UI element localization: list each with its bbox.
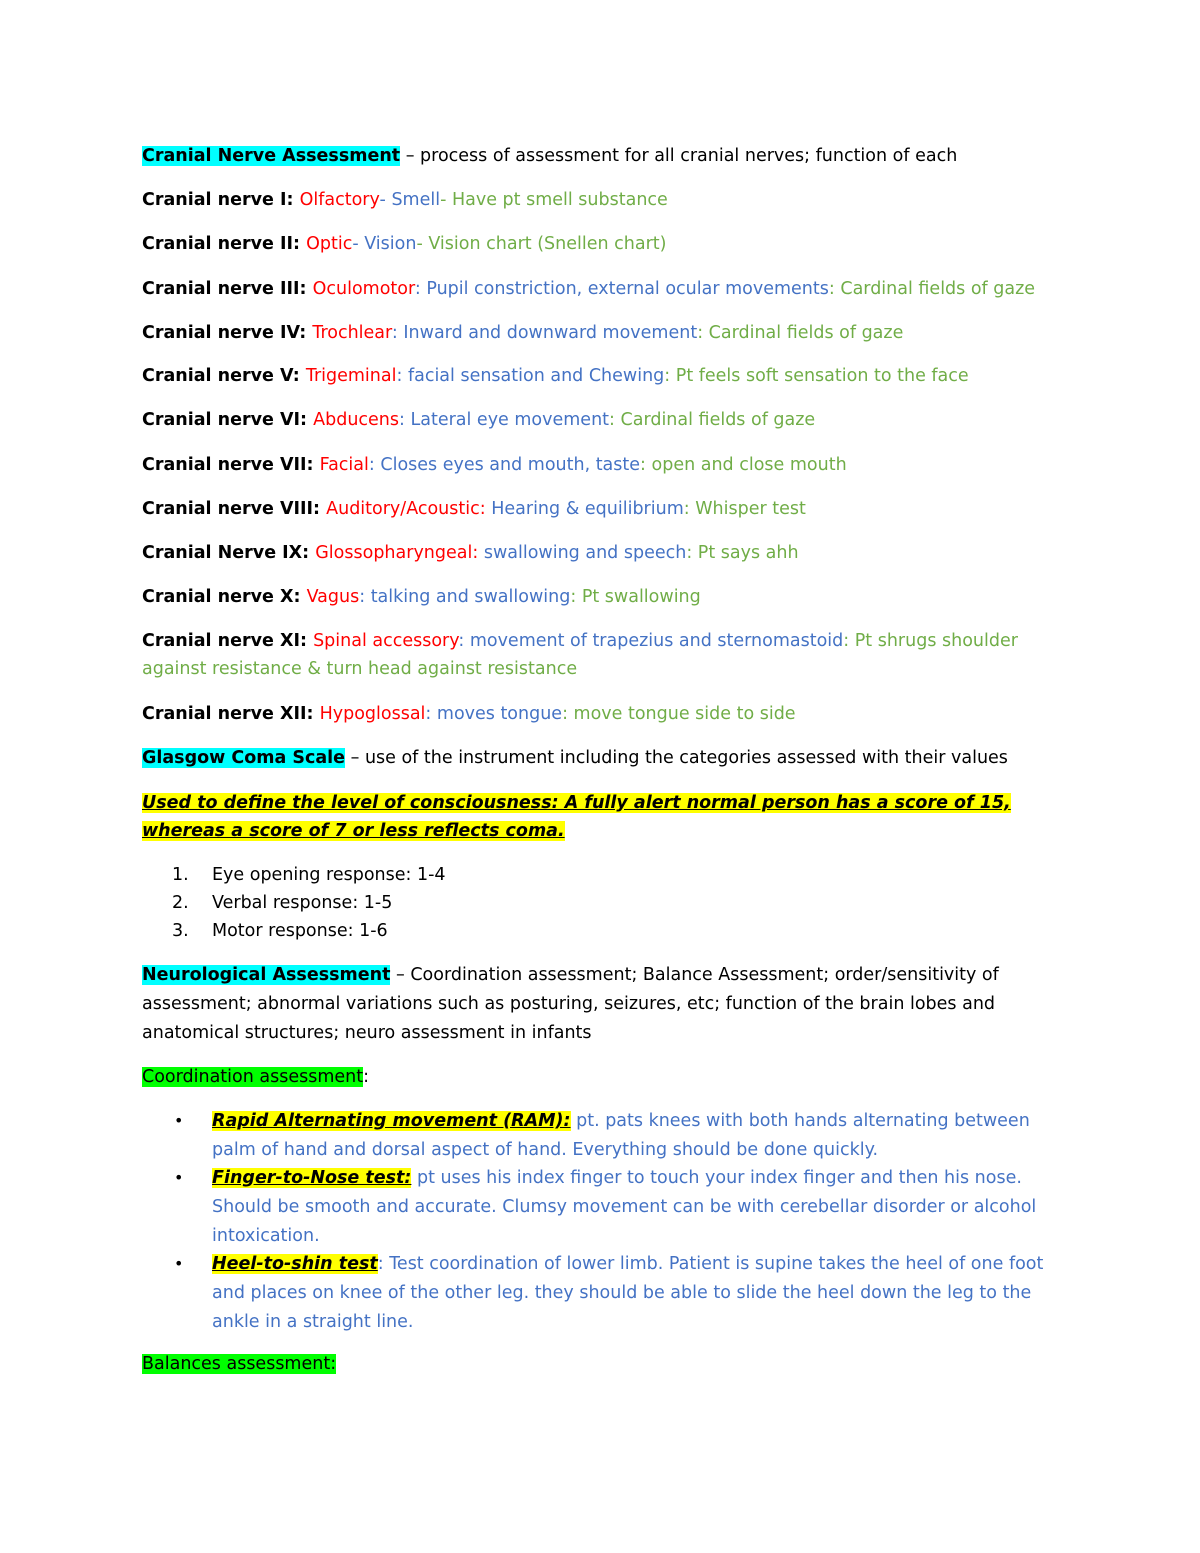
nerve-line	[142, 275, 1072, 303]
coordination-item-title: Heel-to-shin test	[212, 1254, 378, 1274]
nerve-test: move tongue side to side	[573, 704, 796, 724]
nerve-name: Abducens	[313, 410, 400, 430]
list-number: 3.	[172, 921, 189, 941]
nerve-test: Pt feels soft sensation to the face	[675, 366, 969, 386]
glasgow-heading-line	[142, 744, 1072, 772]
coordination-item-text: pt. pats knees with both hands alternating between palm of hand and dorsal aspect of hand. Everything should be done quickly.	[212, 1111, 1030, 1160]
nerve-separator: :	[686, 543, 698, 563]
nerve-function: movement of trapezius and sternomastoid	[469, 631, 844, 651]
bullet-icon: •	[174, 1254, 184, 1273]
nerve-test: Have pt smell substance	[451, 190, 668, 210]
nerve-function: Vision	[364, 234, 417, 254]
nerve-separator: :	[391, 323, 404, 343]
nerve-separator: :	[562, 704, 574, 724]
nerve-name: Trochlear	[312, 323, 392, 343]
nerve-line	[142, 319, 1072, 347]
nerve-name: Olfactory	[299, 190, 380, 210]
glasgow-heading: Glasgow Coma Scale	[142, 748, 346, 768]
nerve-line	[142, 495, 1072, 523]
coordination-heading-line	[142, 1063, 1072, 1091]
nerve-name: Oculomotor	[312, 279, 415, 299]
nerve-function: Inward and downward movement	[403, 323, 698, 343]
nerve-line	[142, 451, 1072, 479]
nerve-function: talking and swallowing	[370, 587, 571, 607]
nerve-label: Cranial nerve IV:	[142, 323, 313, 343]
nerve-name: Hypoglossal	[319, 704, 426, 724]
neuro-heading: Neurological Assessment	[142, 965, 391, 985]
nerve-separator: -	[440, 190, 452, 210]
nerve-function: Lateral eye movement	[410, 410, 610, 430]
nerve-label: Cranial nerve XII:	[142, 704, 320, 724]
nerve-line	[142, 539, 1072, 567]
nerve-name: Spinal accessory	[313, 631, 459, 651]
nerve-name: Vagus	[306, 587, 360, 607]
nerve-label: Cranial nerve VII:	[142, 455, 320, 475]
nerve-function: Closes eyes and mouth, taste	[380, 455, 641, 475]
coordination-item-text: pt uses his index finger to touch your index finger and then his nose. Should be smooth and accurate. Clumsy movement can be with cerebellar disorder or alcohol intoxication.	[212, 1168, 1037, 1246]
nerve-separator: :	[609, 410, 621, 430]
nerve-name: Optic	[306, 234, 353, 254]
nerve-separator: :	[640, 455, 652, 475]
nerve-separator: -	[379, 190, 392, 210]
nerve-label: Cranial nerve V:	[142, 366, 306, 386]
nerve-test: Vision chart (Snellen chart)	[428, 234, 667, 254]
nerve-test: Pt swallowing	[581, 587, 701, 607]
coordination-colon: :	[363, 1067, 370, 1087]
neuro-description: – Coordination assessment; Balance Assessment; order/sensitivity of assessment; abnormal variations such as posturing, seizures, etc; function of the brain lobes and anatomical structures; neuro assessment in infants	[142, 965, 999, 1043]
nerve-line	[142, 406, 1072, 434]
nerve-separator: :	[399, 410, 411, 430]
neuro-heading-line	[142, 961, 1012, 1048]
nerve-name: Auditory/Acoustic:	[326, 499, 486, 519]
nerve-label: Cranial nerve III:	[142, 279, 313, 299]
nerve-separator: :	[843, 631, 855, 651]
list-item: Motor response: 1-6	[212, 921, 388, 941]
nerve-name: Glossopharyngeal:	[315, 543, 479, 563]
nerve-separator: :	[458, 631, 470, 651]
nerve-label: Cranial nerve VI:	[142, 410, 314, 430]
bullet-icon: •	[174, 1168, 184, 1187]
nerve-function: Smell	[391, 190, 441, 210]
cranial-heading: Cranial Nerve Assessment	[142, 146, 401, 166]
nerve-function: facial sensation and Chewing	[407, 366, 665, 386]
nerve-label: Cranial nerve I:	[142, 190, 300, 210]
nerve-function: swallowing and speech	[483, 543, 687, 563]
nerve-test: open and close mouth	[651, 455, 847, 475]
nerve-function: Hearing & equilibrium	[491, 499, 684, 519]
glasgow-description: – use of the instrument including the categories assessed with their values	[345, 748, 1008, 768]
nerve-line	[142, 627, 1062, 683]
nerve-separator: :	[828, 279, 841, 299]
nerve-function: moves tongue	[436, 704, 563, 724]
nerve-line	[142, 700, 1072, 728]
list-number: 2.	[172, 893, 189, 913]
nerve-separator: :	[368, 455, 381, 475]
nerve-test: Pt says ahh	[697, 543, 799, 563]
list-item: Verbal response: 1-5	[212, 893, 393, 913]
nerve-separator: :	[414, 279, 427, 299]
nerve-separator: :	[664, 366, 676, 386]
nerve-label: Cranial nerve VIII:	[142, 499, 327, 519]
nerve-separator: :	[396, 366, 408, 386]
nerve-test: Cardinal fields of gaze	[708, 323, 904, 343]
nerve-separator: -	[416, 234, 429, 254]
nerve-separator: :	[570, 587, 582, 607]
nerve-separator: :	[359, 587, 371, 607]
nerve-separator: -	[352, 234, 365, 254]
coordination-item	[212, 1250, 1062, 1337]
nerve-name: Trigeminal	[305, 366, 397, 386]
list-item: Eye opening response: 1-4	[212, 865, 446, 885]
coordination-item	[212, 1164, 1062, 1251]
nerve-separator: :	[425, 704, 437, 724]
balance-heading-line	[142, 1350, 1072, 1378]
glasgow-note-line	[142, 789, 1032, 845]
bullet-icon: •	[174, 1111, 184, 1130]
coordination-item-title: Finger-to-Nose test:	[212, 1168, 412, 1188]
nerve-name: Facial	[319, 455, 369, 475]
nerve-test: Pt shrugs shoulder against resistance & turn head against resistance	[142, 631, 1018, 679]
cranial-heading-line	[142, 142, 1072, 170]
nerve-label: Cranial nerve XI:	[142, 631, 314, 651]
nerve-test: Cardinal fields of gaze	[620, 410, 816, 430]
list-number: 1.	[172, 865, 189, 885]
nerve-test: Cardinal fields of gaze	[840, 279, 1036, 299]
glasgow-note: Used to define the level of consciousness: A fully alert normal person has a score of 15, whereas a score of 7 or less reflects coma.	[142, 793, 1011, 841]
cranial-description: – process of assessment for all cranial nerves; function of each	[400, 146, 958, 166]
coordination-item	[212, 1107, 1062, 1165]
nerve-label: Cranial nerve II:	[142, 234, 307, 254]
nerve-label: Cranial Nerve IX:	[142, 543, 316, 563]
balance-heading: Balances assessment:	[142, 1354, 337, 1374]
nerve-test: Whisper test	[695, 499, 806, 519]
coordination-heading: Coordination assessment	[142, 1067, 364, 1087]
nerve-line	[142, 583, 1072, 611]
nerve-line	[142, 362, 1072, 390]
nerve-separator: :	[683, 499, 696, 519]
nerve-label: Cranial nerve X:	[142, 587, 307, 607]
coordination-item-title: Rapid Alternating movement (RAM):	[212, 1111, 571, 1131]
nerve-separator: :	[697, 323, 709, 343]
coordination-item-text: : Test coordination of lower limb. Patient is supine takes the heel of one foot and places on knee of the other leg. they should be able to slide the heel down the leg to the ankle in a straight line.	[212, 1254, 1044, 1332]
nerve-function: Pupil constriction, external ocular movements	[426, 279, 829, 299]
nerve-line	[142, 230, 1072, 258]
nerve-line	[142, 186, 1072, 214]
